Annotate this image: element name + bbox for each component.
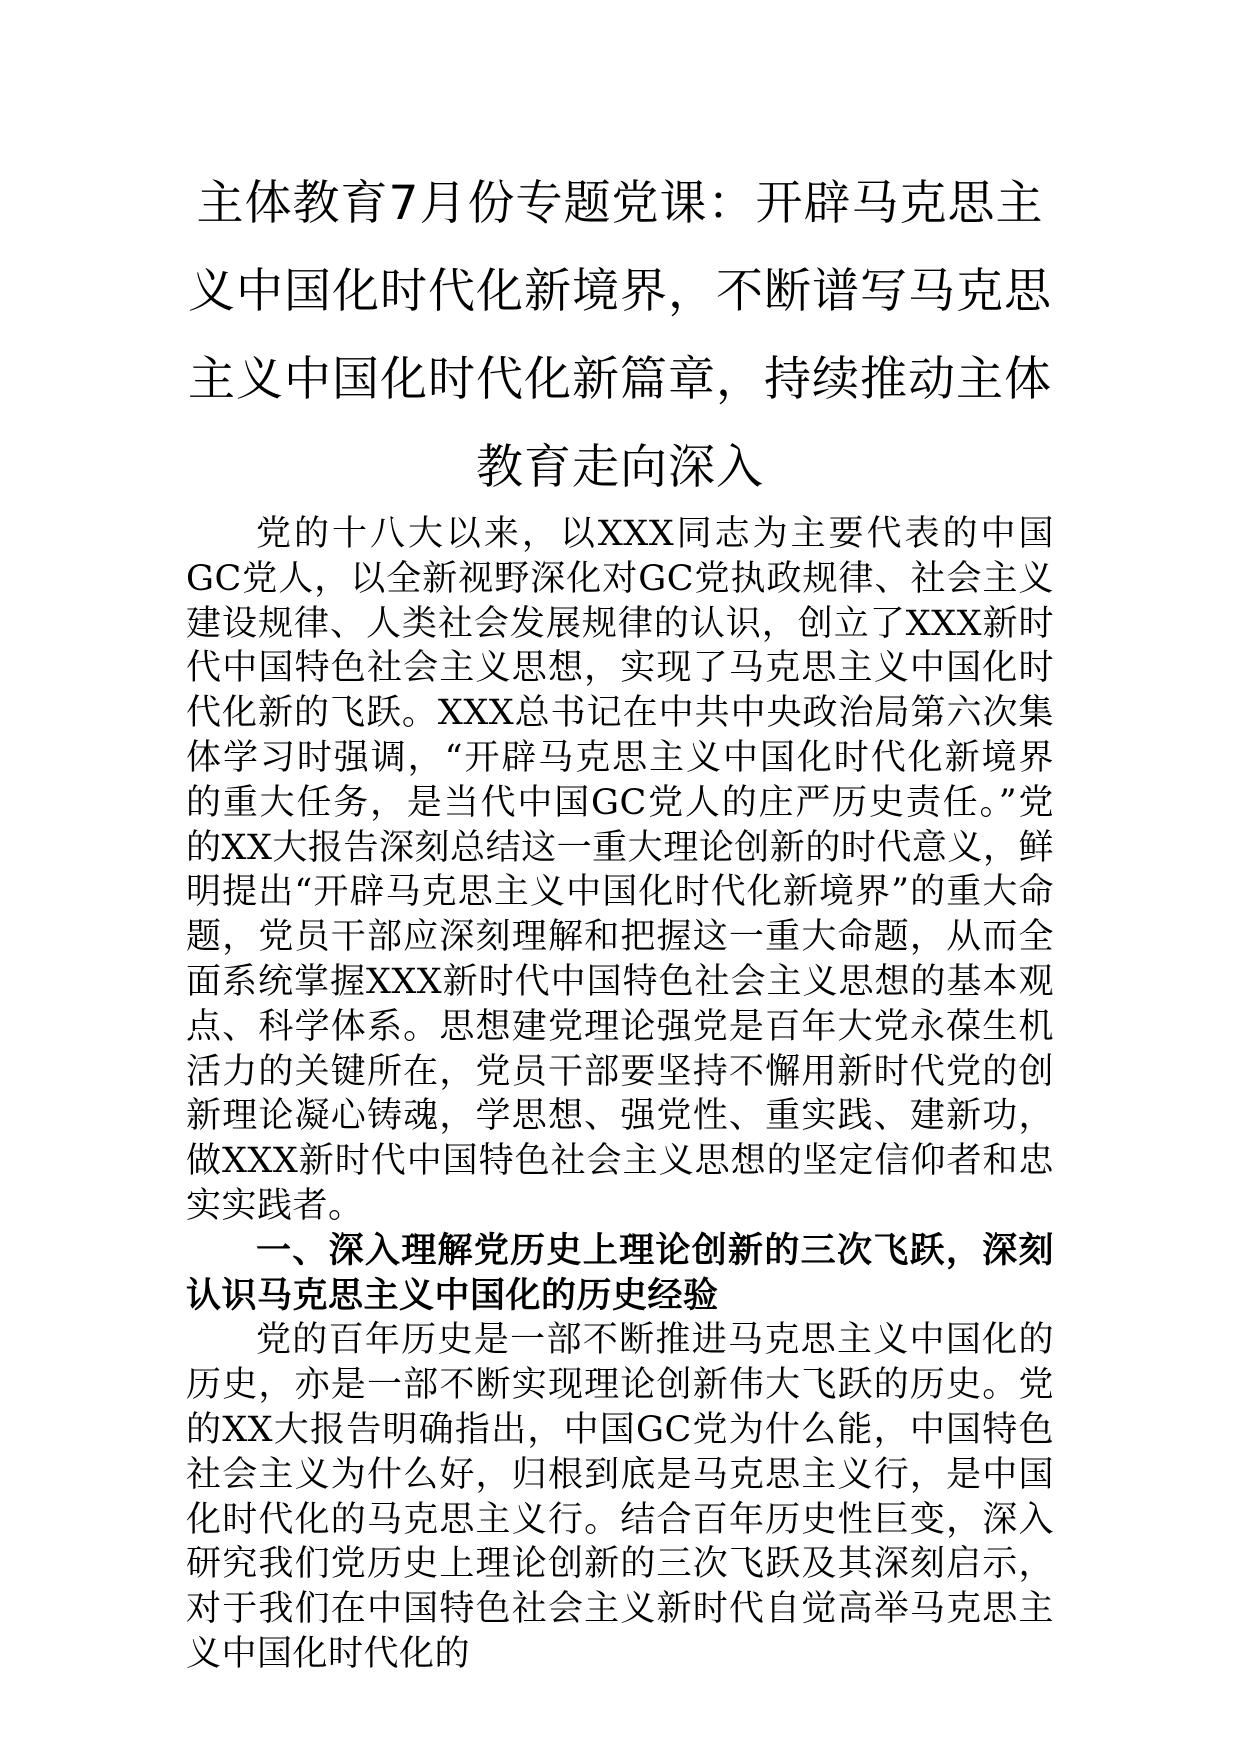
document-title: 主体教育7月份专题党课：开辟马克思主义中国化时代化新境界，不断谱写马克思主义中国化时代化新篇章，持续推动主体教育走向深入 bbox=[188, 176, 1052, 495]
intro-paragraph: 党的十八大以来，以XXX同志为主要代表的中国GC党人，以全新视野深化对GC党执政规律、社会主义建设规律、人类社会发展规律的认识，创立了XXX新时代中国特色社会主义思想，实现了马克思主义中国化时代化新的飞跃。XXX总书记在中共中央政治局第六次集体学习时强调，“开辟马克思主义中国化时代化新境界的重大任务，是当代中国GC党人的庄严历史责任。”党的XX大报告深刻总结这一重大理论创新的时代意义，鲜明提出“开辟马克思主义中国化时代化新境界”的重大命题，党员干部应深刻理解和把握这一重大命题，从而全面系统掌握XXX新时代中国特色社会主义思想的基本观点、科学体系。思想建党理论强党是百年大党永葆生机活力的关键所在，党员干部要坚持不懈用新时代党的创新理论凝心铸魂，学思想、强党性、重实践、建新功，做XXX新时代中国特色社会主义思想的坚定信仰者和忠实实践者。 bbox=[186, 514, 1054, 1226]
section-paragraph: 党的百年历史是一部不断推进马克思主义中国化的历史，亦是一部不断实现理论创新伟大飞跃的历史。党的XX大报告明确指出，中国GC党为什么能，中国特色社会主义为什么好，归根到底是马克思主义行，是中国化时代化的马克思主义行。结合百年历史性巨变，深入研究我们党历史上理论创新的三次飞跃及其深刻启示，对于我们在中国特色社会主义新时代自觉高举马克思主义中国化时代化的 bbox=[186, 1320, 1054, 1674]
section-heading: 一、深入理解党历史上理论创新的三次飞跃，深刻认识马克思主义中国化的历史经验 bbox=[186, 1229, 1054, 1316]
document-body bbox=[186, 160, 1054, 1677]
